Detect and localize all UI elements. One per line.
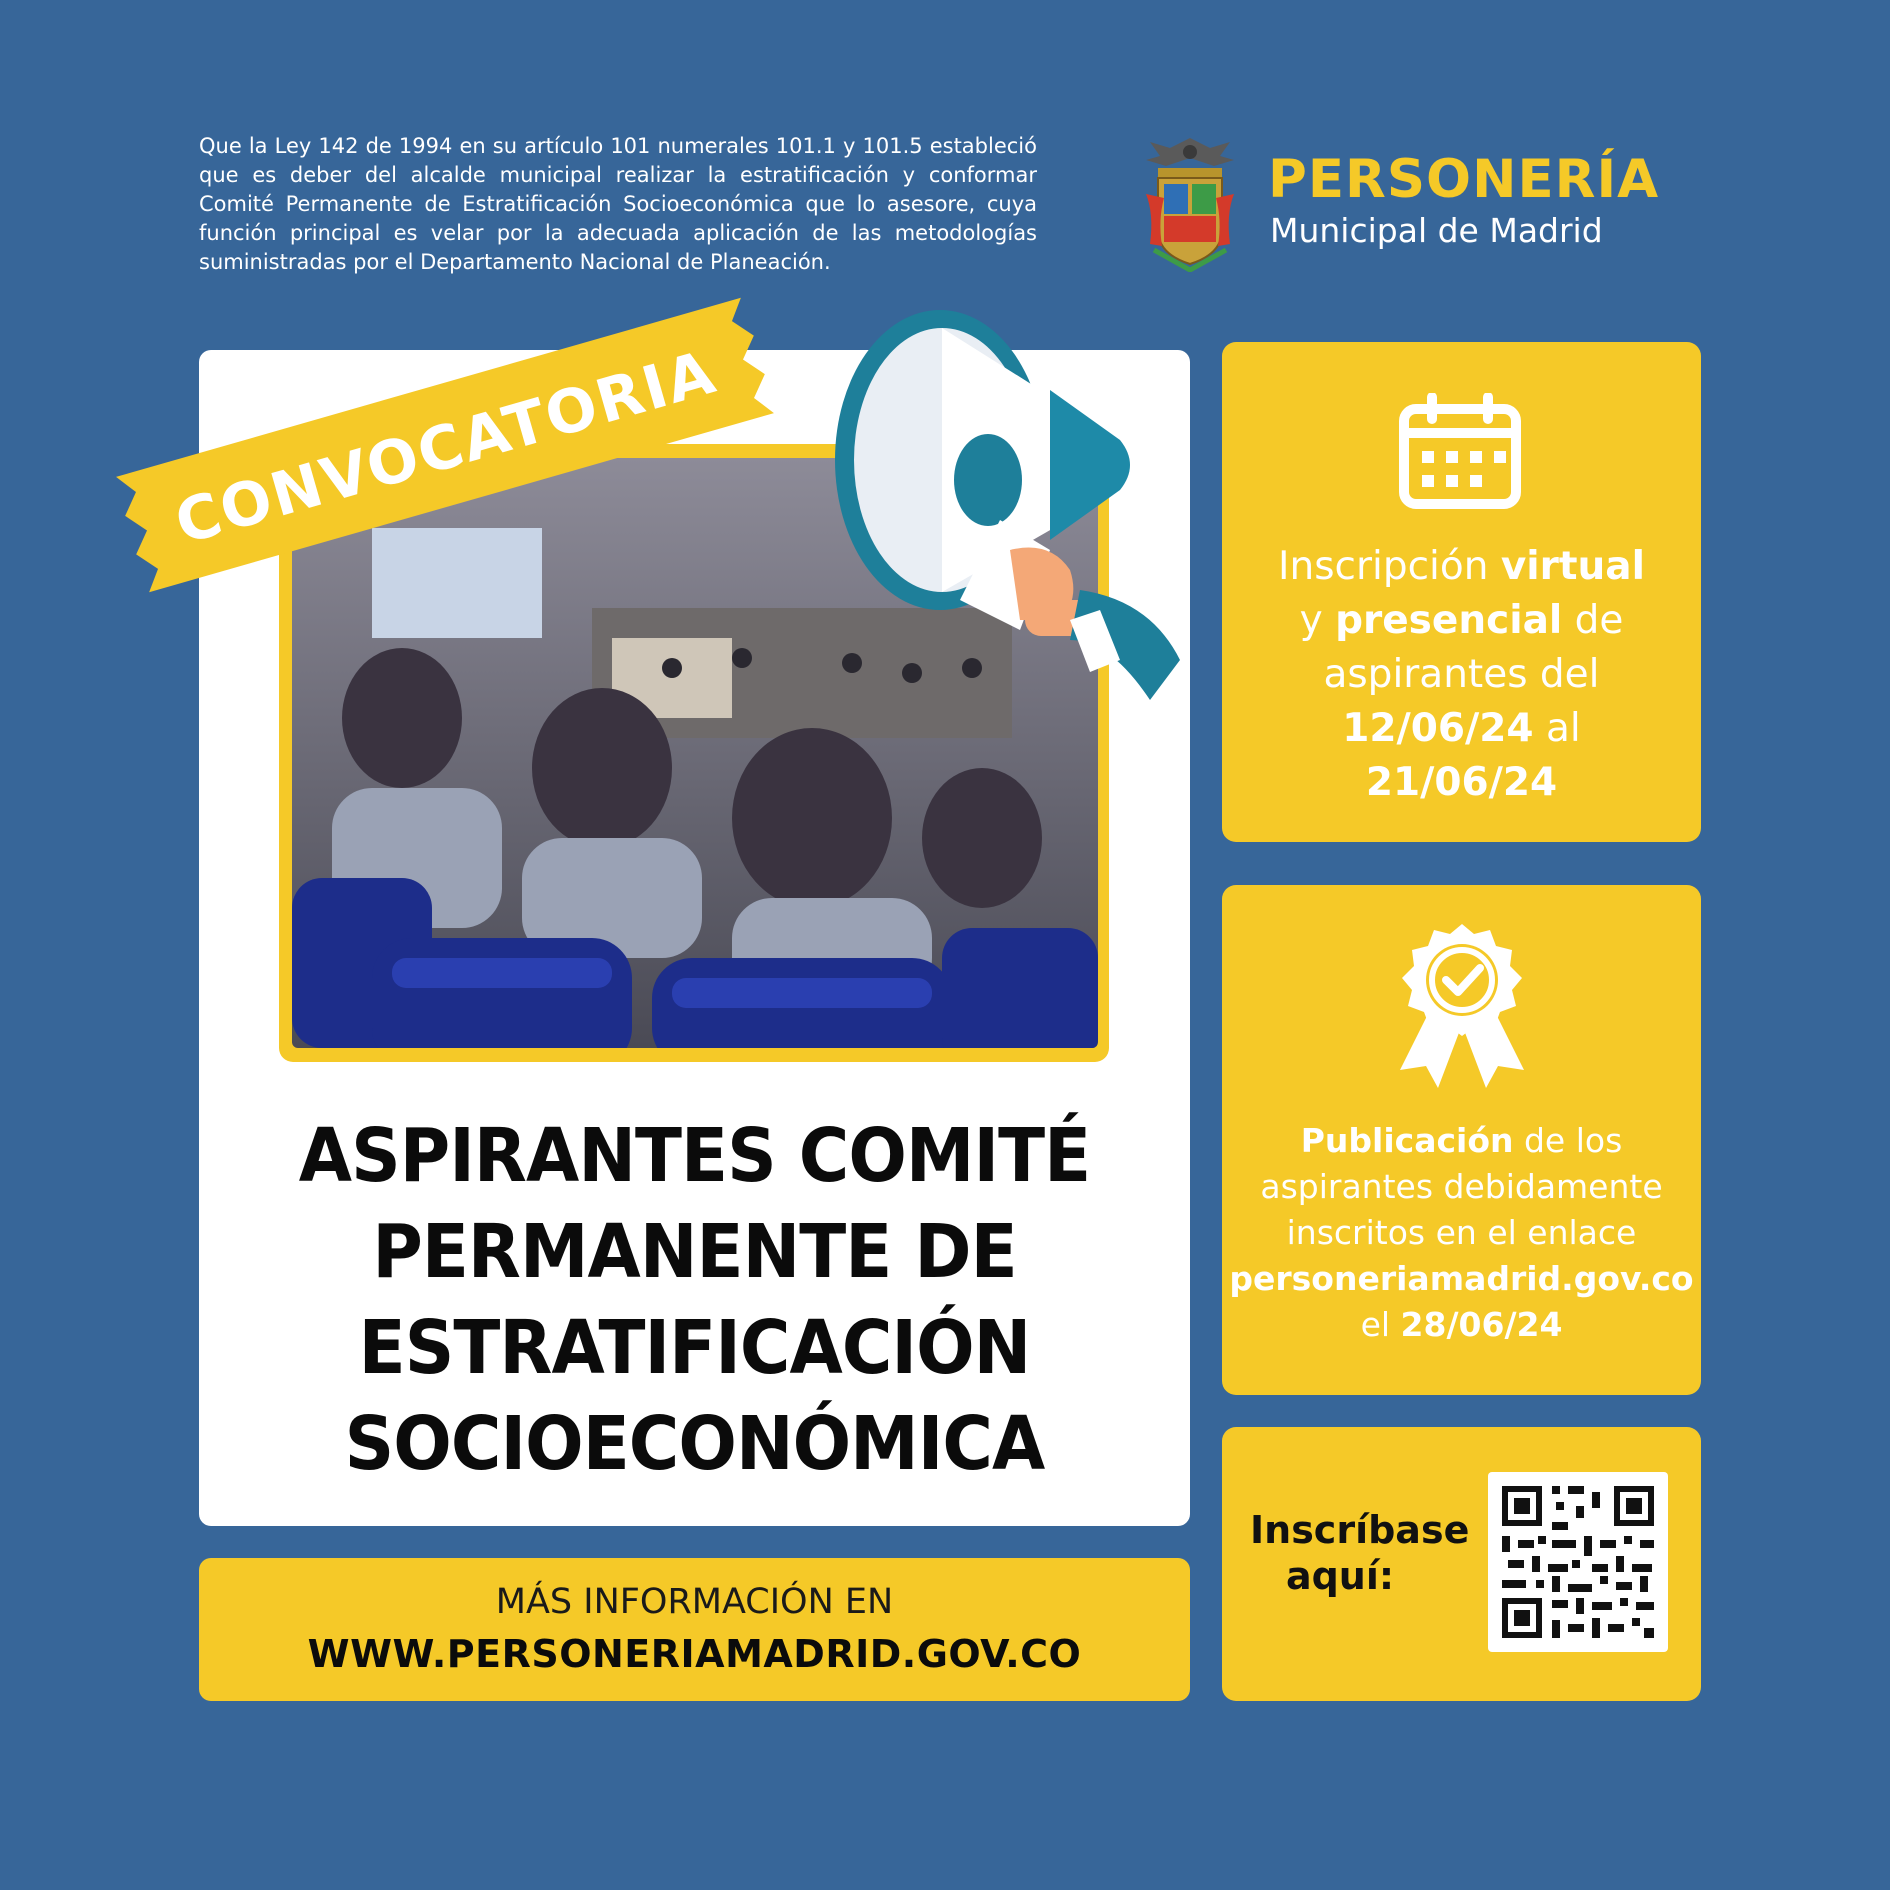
text-line: Inscríbase	[1250, 1508, 1470, 1552]
organization-subtitle: Municipal de Madrid	[1270, 211, 1603, 250]
intro-paragraph: Que la Ley 142 de 1994 en su artículo 101 numerales 101.1 y 101.5 estableció que es deber del alcalde municipal realizar la estratificación y conformar Comité Permanente de Estratificación Socioeconómica que lo asesore, cuya función principal es velar por la adecuada aplicación de las metodologías suministradas por el Departamento Nacional de Planeación.	[199, 134, 1037, 274]
megaphone-illustration	[820, 300, 1240, 770]
text-span: al	[1533, 706, 1581, 751]
text-line: aspirantes del	[1323, 652, 1600, 697]
text-line: inscritos en el enlace	[1286, 1213, 1637, 1252]
text-span: Inscripción	[1278, 544, 1501, 589]
publication-url-link[interactable]: personeriamadrid.gov.co	[1229, 1259, 1694, 1298]
text-span: presencial	[1335, 598, 1563, 643]
main-title	[234, 1108, 1156, 1492]
register-here-label	[1250, 1507, 1470, 1599]
registration-dates-text	[1222, 540, 1701, 810]
municipal-crest-logo	[1140, 134, 1240, 272]
text-span: virtual	[1500, 544, 1645, 589]
main-title-line: SOCIOECONÓMICA	[344, 1401, 1045, 1487]
main-title-line: ASPIRANTES COMITÉ	[298, 1113, 1091, 1199]
calendar-icon	[1398, 393, 1522, 510]
qr-code-icon	[1488, 1472, 1668, 1652]
text-line: aspirantes debidamente	[1260, 1167, 1663, 1206]
main-title-line: ESTRATIFICACIÓN	[358, 1305, 1031, 1391]
text-span: el	[1360, 1305, 1401, 1344]
end-date: 21/06/24	[1365, 760, 1558, 805]
more-info-label: MÁS INFORMACIÓN EN	[495, 1582, 894, 1622]
text-span: y	[1299, 598, 1336, 643]
award-ribbon-icon	[1390, 920, 1534, 1090]
more-info-url-link[interactable]: WWW.PERSONERIAMADRID.GOV.CO	[307, 1632, 1082, 1676]
qr-code[interactable]	[1488, 1472, 1668, 1652]
publication-text	[1222, 1118, 1701, 1348]
organization-name: PERSONERÍA	[1268, 149, 1660, 210]
text-span: Publicación	[1300, 1121, 1514, 1160]
start-date: 12/06/24	[1342, 706, 1534, 751]
text-line: aquí:	[1285, 1554, 1395, 1598]
register-qr-card	[1222, 1427, 1701, 1701]
more-info-strip	[199, 1558, 1190, 1701]
banner-label: CONVOCATORIA	[167, 337, 724, 559]
main-title-line: PERMANENTE DE	[372, 1209, 1017, 1295]
text-span: de los	[1513, 1121, 1623, 1160]
text-span: de	[1562, 598, 1624, 643]
convocatoria-banner	[100, 295, 790, 595]
publication-date: 28/06/24	[1400, 1305, 1563, 1344]
